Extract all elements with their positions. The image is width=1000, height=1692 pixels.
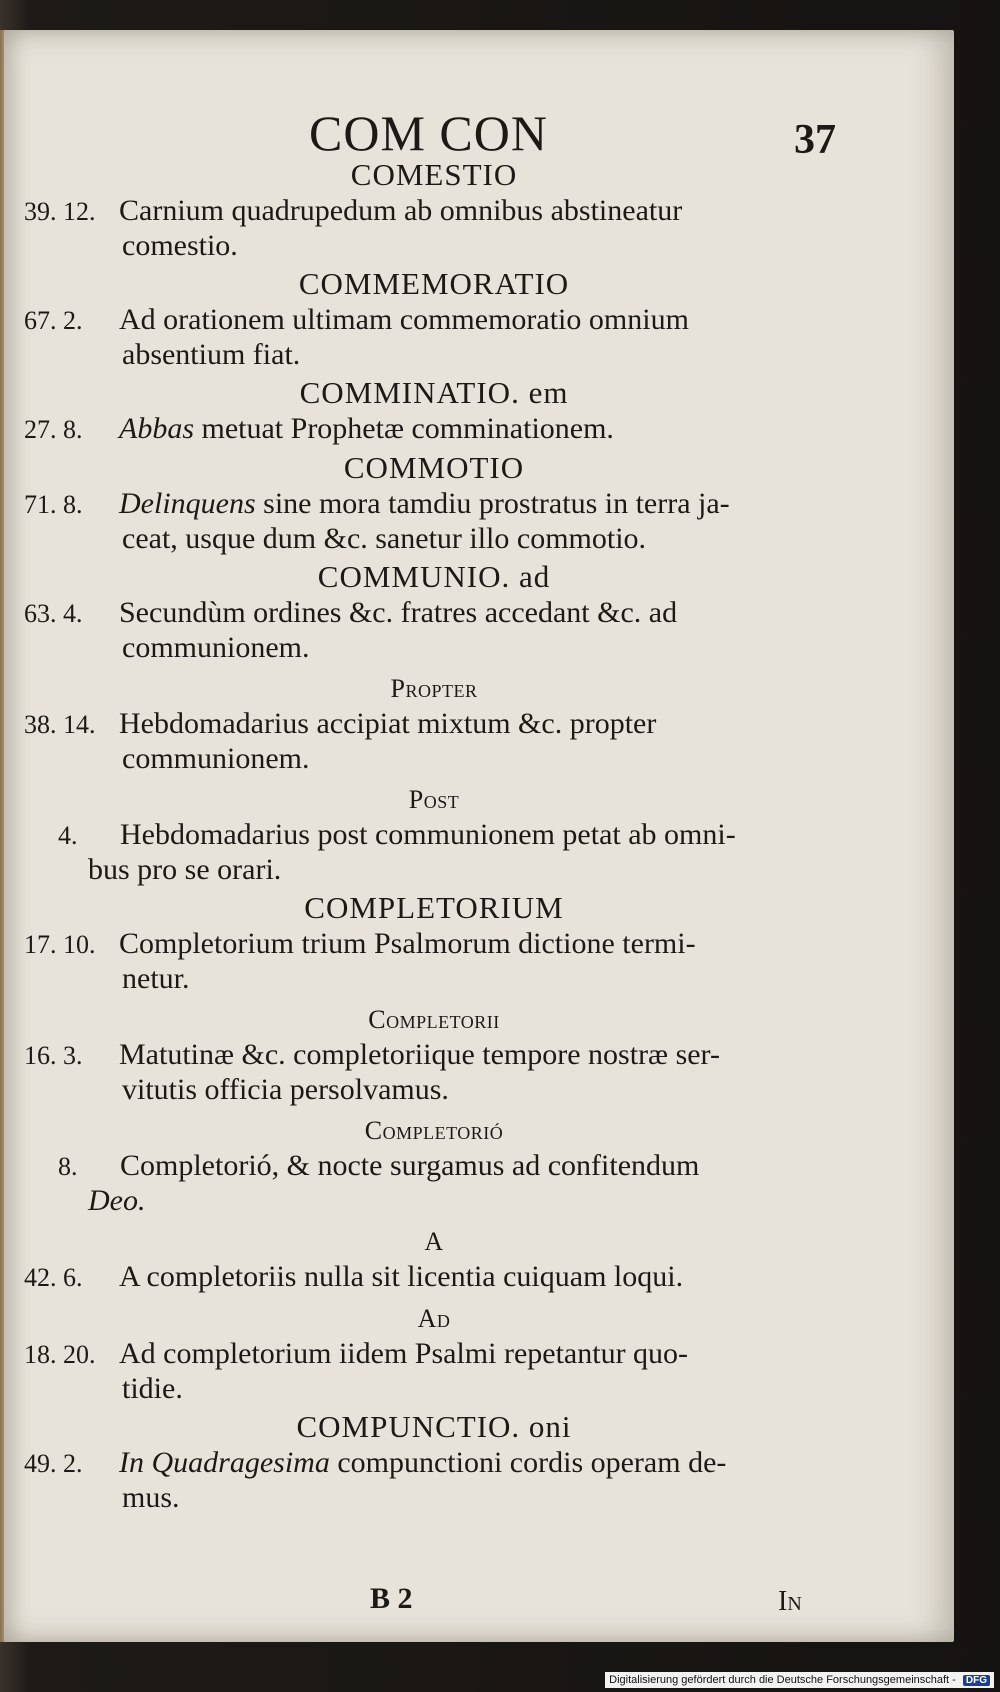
rule-reference: 17. 10. [24, 930, 96, 959]
credit-text: Digitalisierung gefördert durch die Deutsche Forschungsgemeinschaft - [609, 1674, 956, 1686]
index-entry [24, 1337, 844, 1406]
index-entry [24, 1446, 844, 1515]
index-entry [24, 412, 844, 447]
rule-reference: 63. 4. [24, 599, 83, 628]
rule-reference: 8. [58, 1152, 78, 1181]
section-heading: COMMEMORATIO [298, 266, 570, 301]
index-entry [24, 818, 844, 887]
section-heading: COMPUNCTIO. oni [296, 1409, 572, 1444]
entry-text: Hebdomadarius post communionem petat ab omni- [120, 818, 736, 851]
index-entry [24, 1260, 844, 1295]
section-heading: COMESTIO [350, 157, 518, 192]
digitization-credit [605, 1672, 994, 1688]
entry-continuation: netur. [122, 962, 190, 995]
sub-heading: A [424, 1227, 444, 1256]
running-head: COM CON [309, 105, 548, 161]
index-entry [24, 707, 844, 776]
entry-text: Carnium quadrupedum ab omnibus abstineatur [119, 194, 683, 227]
entry-text: compunctioni cordis operam de- [337, 1446, 727, 1479]
rule-reference: 38. 14. [24, 710, 96, 739]
rule-reference: 18. 20. [24, 1340, 96, 1369]
index-entry [24, 194, 844, 263]
rule-reference: 71. 8. [24, 490, 83, 519]
entry-text: metuat Prophetæ comminationem. [201, 412, 614, 445]
rule-reference: 27. 8. [24, 415, 83, 444]
dfg-logo-icon: DFG [963, 1675, 990, 1686]
italic-term: Delinquens [119, 487, 256, 520]
sub-heading: Post [408, 785, 460, 814]
sub-heading: Completorii [368, 1005, 500, 1034]
entry-continuation: absentium fiat. [122, 338, 301, 371]
rule-reference: 49. 2. [24, 1449, 83, 1478]
sub-heading: Ad [417, 1304, 451, 1333]
entry-continuation: mus. [122, 1481, 180, 1514]
index-entry [24, 596, 844, 665]
index-entry [24, 1149, 844, 1218]
entry-text: sine mora tamdiu prostratus in terra ja- [263, 487, 730, 520]
entry-text: A completoriis nulla sit licentia cuiquam loqui. [119, 1260, 684, 1293]
entry-continuation: Deo. [88, 1184, 146, 1217]
entry-continuation: communionem. [122, 631, 310, 664]
italic-term: In Quadragesima [119, 1446, 330, 1479]
section-heading: COMMINATIO. em [299, 375, 569, 410]
signature-mark: B 2 [370, 1582, 413, 1615]
entry-text: Matutinæ &c. completoriique tempore nostræ ser- [119, 1038, 720, 1071]
entry-text: Completorium trium Psalmorum dictione termi- [119, 927, 696, 960]
entry-text: Ad completorium iidem Psalmi repetantur quo- [119, 1337, 689, 1370]
entry-continuation: communionem. [122, 742, 310, 775]
entry-continuation: ceat, usque dum &c. sanetur illo commotio. [122, 522, 647, 555]
entry-continuation: tidie. [122, 1372, 183, 1405]
entry-text: Completorió, & nocte surgamus ad confitendum [120, 1149, 700, 1182]
sub-heading: Completorió [364, 1116, 504, 1145]
rule-reference: 67. 2. [24, 306, 83, 335]
entry-text: Hebdomadarius accipiat mixtum &c. propter [119, 707, 657, 740]
sub-heading: Propter [390, 674, 478, 703]
index-entry [24, 927, 844, 996]
entry-continuation: vitutis officia persolvamus. [122, 1073, 449, 1106]
section-heading: COMMOTIO [343, 450, 525, 485]
rule-reference: 16. 3. [24, 1041, 83, 1070]
page-number: 37 [794, 117, 836, 163]
section-heading: COMPLETORIUM [304, 890, 564, 925]
page-footer [4, 1582, 954, 1622]
rule-reference: 42. 6. [24, 1263, 83, 1292]
section-heading: COMMUNIO. ad [317, 559, 551, 594]
rule-reference: 4. [58, 821, 78, 850]
italic-term: Abbas [119, 412, 194, 445]
entry-text: Ad orationem ultimam commemoratio omnium [119, 303, 689, 336]
entry-text: Secundùm ordines &c. fratres accedant &c. ad [119, 596, 678, 629]
entry-continuation: comestio. [122, 229, 238, 262]
rule-reference: 39. 12. [24, 197, 96, 226]
index-entry [24, 303, 844, 372]
index-entry [24, 487, 844, 556]
index-content [24, 154, 844, 1515]
catchword: In [778, 1586, 802, 1617]
entry-continuation: bus pro se orari. [88, 853, 282, 886]
book-page [4, 30, 954, 1642]
index-entry [24, 1038, 844, 1107]
